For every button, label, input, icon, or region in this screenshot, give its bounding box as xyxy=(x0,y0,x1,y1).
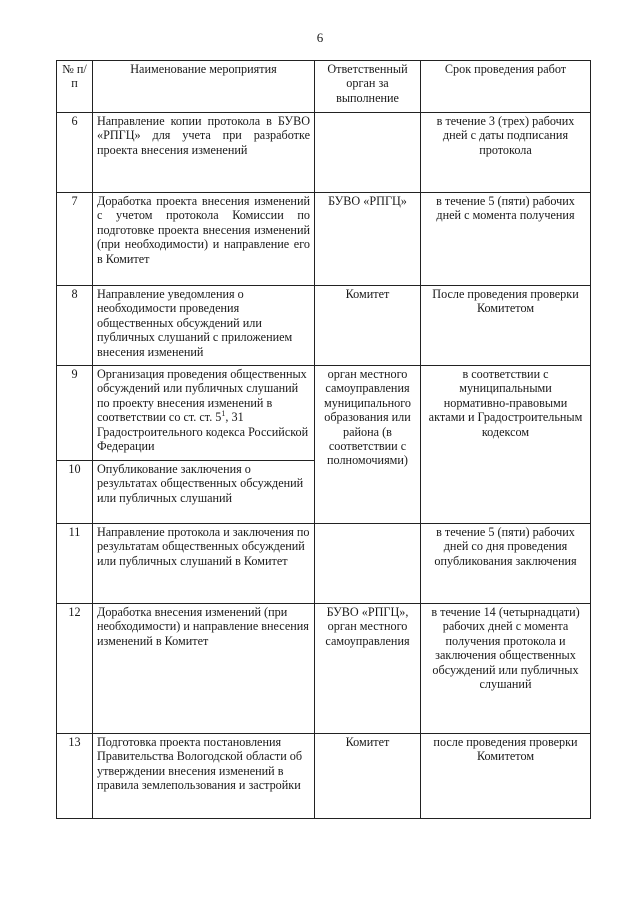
table-row xyxy=(57,193,591,286)
row-term: После проведения проверки Комитетом xyxy=(421,286,591,366)
page-number: 6 xyxy=(316,30,324,45)
row-term: в течение 3 (трех) рабочих дней с даты подписания протокола xyxy=(421,113,591,193)
row-responsible: Комитет xyxy=(315,286,421,366)
schedule-table xyxy=(56,60,591,819)
row-num: 9 xyxy=(57,366,93,461)
row-num: 13 xyxy=(57,734,93,819)
row-num: 7 xyxy=(57,193,93,286)
row-term: в соответствии с муниципальными нормативно-правовыми актами и Градостроительным кодексом xyxy=(421,366,591,524)
row-name: Подготовка проекта постановления Правительства Вологодской области об утверждении внесения изменений в правила землепользования и застройки xyxy=(93,734,315,819)
row-name-text: Организация проведения общественных обсуждений или публичных слушаний по проекту внесения изменений в соответствии со ст. ст. 5 xyxy=(97,367,307,425)
row-name: Направление уведомления о необходимости проведения общественных обсуждений или публичных слушаний с приложением внесения изменений xyxy=(93,286,315,366)
row-term: в течение 5 (пяти) рабочих дней со дня проведения опубликования заключения xyxy=(421,524,591,604)
row-responsible xyxy=(315,524,421,604)
row-responsible: Комитет xyxy=(315,734,421,819)
header-responsible: Ответственный орган за выполнение xyxy=(315,61,421,113)
row-responsible: БУВО «РПГЦ» xyxy=(315,193,421,286)
row-name: Опубликование заключения о результатах общественных обсуждений или публичных слушаний xyxy=(93,461,315,524)
row-name: Доработка проекта внесения изменений с учетом протокола Комиссии по подготовке проекта внесения изменений (при необходимости) и направление его в Комитет xyxy=(93,193,315,286)
table-row xyxy=(57,286,591,366)
row-responsible: орган местного самоуправления муниципального образования или района (в соответствии с полномочиями) xyxy=(315,366,421,524)
superscript: 1 xyxy=(221,409,226,419)
table-header-row xyxy=(57,61,591,113)
table-row xyxy=(57,524,591,604)
row-name: Направление копии протокола в БУВО «РПГЦ» для учета при разработке проекта внесения изменений xyxy=(93,113,315,193)
row-term: в течение 14 (четырнадцати) рабочих дней с момента получения протокола и заключения общественных обсуждений или публичных слушаний xyxy=(421,604,591,734)
row-num: 10 xyxy=(57,461,93,524)
row-name xyxy=(93,366,315,461)
table-row xyxy=(57,113,591,193)
table-row xyxy=(57,604,591,734)
header-name: Наименование мероприятия xyxy=(93,61,315,113)
row-name: Доработка внесения изменений (при необходимости) и направление внесения изменений в Комитет xyxy=(93,604,315,734)
header-num: № п/п xyxy=(57,61,93,113)
row-term: в течение 5 (пяти) рабочих дней с момента получения xyxy=(421,193,591,286)
row-num: 8 xyxy=(57,286,93,366)
row-responsible xyxy=(315,113,421,193)
table-row xyxy=(57,366,591,461)
row-num: 12 xyxy=(57,604,93,734)
row-num: 6 xyxy=(57,113,93,193)
row-name-text-end: , 31 Градостроительного кодекса Российской Федерации xyxy=(97,410,309,454)
row-responsible: БУВО «РПГЦ», орган местного самоуправления xyxy=(315,604,421,734)
header-term: Срок проведения работ xyxy=(421,61,591,113)
row-name: Направление протокола и заключения по результатам общественных обсуждений или публичных слушаний в Комитет xyxy=(93,524,315,604)
row-num: 11 xyxy=(57,524,93,604)
table-row xyxy=(57,734,591,819)
row-term: после проведения проверки Комитетом xyxy=(421,734,591,819)
